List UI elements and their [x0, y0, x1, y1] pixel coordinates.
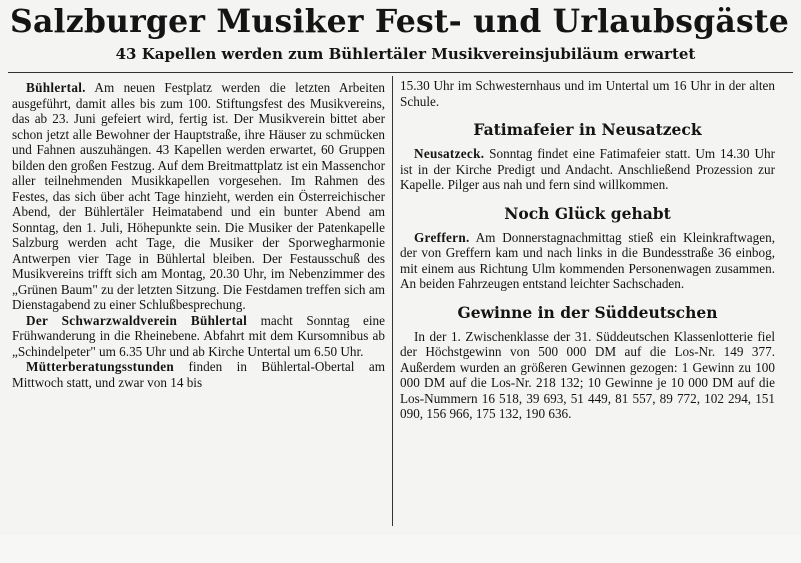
paragraph-text: Am Donnerstagnachmittag stieß ein Kleinkraftwagen, der von Greffern kam und nach links in die Bundesstraße 36 einbog, mit einem aus Richtung Ulm kommenden Personenwagen zusammen. An beiden Fahrzeugen entstand leichter Sachschaden.	[400, 229, 775, 291]
column-divider	[392, 76, 393, 526]
top-rule	[8, 72, 793, 73]
paragraph-text: macht Sonntag eine Frühwanderung in die Rheinebene. Abfahrt mit dem Kursomnibus ab „Schindelpeter" um 6.35 Uhr und ab Kirche Untertal um 6.50 Uhr.	[12, 312, 385, 359]
paragraph-lead: Der Schwarzwaldverein Bühlertal	[26, 312, 248, 328]
left-column	[12, 80, 385, 390]
subheadline: 43 Kapellen werden zum Bühlertäler Musikvereinsjubiläum erwartet	[115, 45, 696, 63]
page-margin	[0, 535, 801, 563]
article-paragraph	[400, 146, 775, 193]
dateline: Bühlertal.	[26, 80, 86, 95]
article-paragraph	[400, 230, 775, 292]
dateline: Neusatzeck.	[414, 146, 485, 161]
paragraph-text: Am neuen Festplatz werden die letzten Arbeiten ausgeführt, damit alles bis zum 100. Stiftungsfest des Musikvereins, das ab 23. Juni gefeiert wird, fertig ist. Der Musikverein bittet aber schon jetzt alle Bewohner der Hauptstraße, ihre Häuser zu schmücken und Fahnen auszuhängen. 43 Kapellen werden erwartet, 60 Gruppen bilden den großen Festzug. Auf dem Breitmattplatz ist ein Massenchor aller teilnehmenden Musikkapellen vorgesehen. Im Rahmen des Festes, das sich über acht Tage hinzieht, werden ein Österreichischer Abend, der Bühlertäler Heimatabend und ein bunter Abend am Sonntag, den 1. Juli, Höhepunkte sein. Die Musiker der Patenkapelle Salzburg werden acht Tage, die Musiker der Sporwegharmonie Antwerpen vier Tage in Bühlertal bleiben. Der Festausschuß des Musikvereins trifft sich am Montag, 20.30 Uhr, im Nebenzimmer des „Grünen Baum" zu der letzten Sitzung. Die Festdamen treffen sich am Dienstagabend zu einer Schlußbesprechung.	[12, 80, 385, 312]
paragraph-lead: Mütterberatungsstunden	[26, 359, 175, 374]
article-paragraph: In der 1. Zwischenklasse der 31. Süddeutschen Klassenlotterie fiel der Höchstgewinn von 500 000 DM auf die Los-Nr. 149 377. Außerdem wurden an größeren Gewinnen gezogen: 1 Gewinn zu 100 000 DM auf die Los-Nr. 218 132; 10 Gewinne je 10 000 DM auf die Los-Nummern 16 518, 39 693, 51 449, 81 557, 89 772, 102 294, 151 090, 156 966, 175 132, 190 636.	[400, 328, 775, 421]
paragraph-text: finden in Bühlertal-Obertal am Mittwoch statt, und zwar von 14 bis	[12, 359, 385, 390]
article-paragraph	[12, 313, 385, 360]
dateline: Greffern.	[414, 229, 470, 245]
section-title: Gewinne in der Süddeutschen	[457, 302, 718, 322]
paragraph-text: Sonntag findet eine Fatimafeier statt. Um 14.30 Uhr ist in der Kirche Predigt und Andacht. Anschließend Prozession zur Kapelle. Pilger aus nah und fern sind willkommen.	[400, 146, 775, 192]
section-title: Noch Glück gehabt	[504, 203, 671, 223]
section-title: Fatimafeier in Neusatzeck	[473, 120, 702, 139]
article-paragraph	[12, 80, 385, 313]
continued-paragraph: 15.30 Uhr im Schwesternhaus und im Untertal um 16 Uhr in der alten Schule.	[400, 78, 775, 109]
headline: Salzburger Musiker Fest- und Urlaubsgäste	[10, 3, 789, 40]
right-column	[400, 78, 775, 422]
article-paragraph	[12, 359, 385, 390]
